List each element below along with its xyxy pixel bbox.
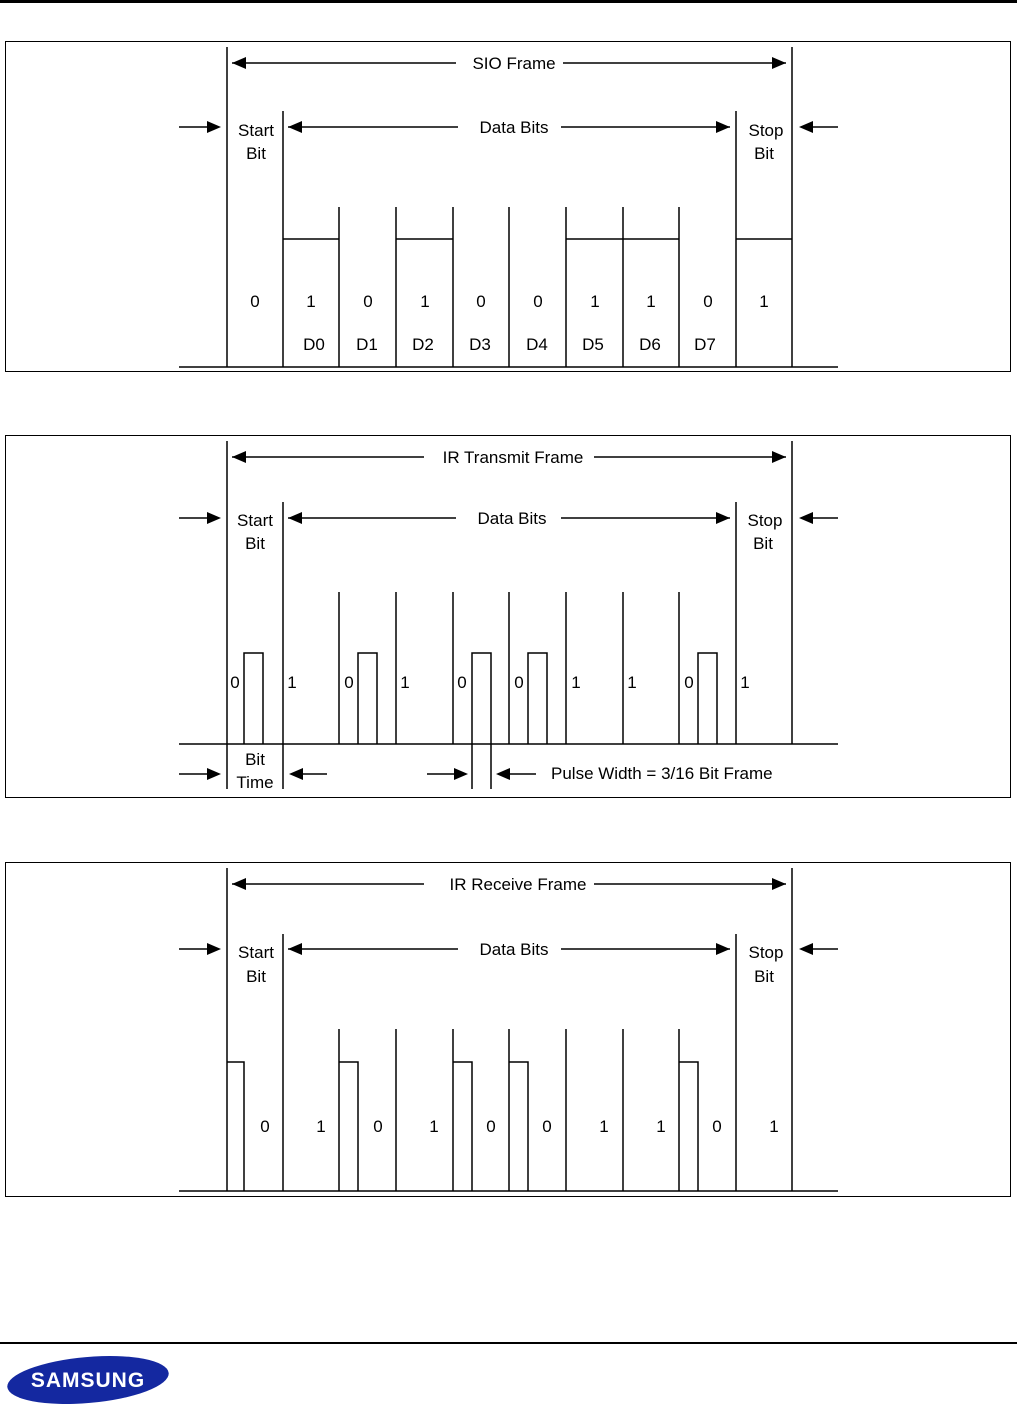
pulse-width-label: Pulse Width = 3/16 Bit Frame bbox=[551, 764, 773, 783]
ir-receive-data-bits-label: Data Bits bbox=[479, 940, 549, 959]
ir-transmit-frame-title: IR Transmit Frame bbox=[442, 448, 584, 467]
sio-bit-value: 1 bbox=[759, 292, 769, 311]
sio-data-bits-label: Data Bits bbox=[479, 118, 549, 137]
ir-transmit-bit-values bbox=[230, 673, 749, 692]
sio-frame-diagram bbox=[6, 42, 1012, 373]
bit-time-label-2: Time bbox=[236, 773, 274, 792]
footer-rule bbox=[0, 1342, 1017, 1344]
ir-transmit-bit-value: 0 bbox=[684, 673, 694, 692]
ir-receive-bit-value: 1 bbox=[769, 1117, 779, 1136]
ir-receive-bit-value: 0 bbox=[260, 1117, 270, 1136]
ir-receive-start-label-2: Bit bbox=[246, 967, 266, 986]
sio-start-label-2: Bit bbox=[246, 144, 266, 163]
sio-bit-value: 0 bbox=[476, 292, 486, 311]
ir-transmit-stop-label-2: Bit bbox=[753, 534, 773, 553]
ir-transmit-bit-value: 1 bbox=[400, 673, 410, 692]
ir-transmit-stop-label-1: Stop bbox=[747, 511, 783, 530]
ir-receive-stop-label-2: Bit bbox=[754, 967, 774, 986]
ir-receive-bit-value: 0 bbox=[486, 1117, 496, 1136]
ir-receive-bit-value: 1 bbox=[316, 1117, 326, 1136]
ir-transmit-start-label-2: Bit bbox=[245, 534, 265, 553]
ir-transmit-bit-value: 0 bbox=[344, 673, 354, 692]
ir-transmit-bit-value: 0 bbox=[514, 673, 524, 692]
ir-transmit-bit-value: 1 bbox=[571, 673, 581, 692]
sio-bit-value: 1 bbox=[590, 292, 600, 311]
ir-receive-bit-value: 1 bbox=[656, 1117, 666, 1136]
samsung-logo bbox=[6, 1355, 170, 1405]
ir-transmit-bit-value: 0 bbox=[230, 673, 240, 692]
ir-transmit-bit-value: 0 bbox=[457, 673, 467, 692]
bit-time-label-1: Bit bbox=[245, 750, 265, 769]
header-rule bbox=[0, 0, 1017, 3]
sio-stop-label-1: Stop bbox=[748, 121, 784, 140]
sio-bit-name: D2 bbox=[412, 335, 434, 354]
sio-bit-name: D3 bbox=[469, 335, 491, 354]
sio-bit-value: 0 bbox=[363, 292, 373, 311]
ir-receive-bit-value: 0 bbox=[712, 1117, 722, 1136]
ir-transmit-bit-value: 1 bbox=[287, 673, 297, 692]
sio-bit-value: 1 bbox=[646, 292, 656, 311]
ir-receive-bit-value: 1 bbox=[429, 1117, 439, 1136]
sio-bit-value: 0 bbox=[250, 292, 260, 311]
sio-bit-value: 0 bbox=[703, 292, 713, 311]
ir-transmit-bit-value: 1 bbox=[627, 673, 637, 692]
sio-bit-name: D1 bbox=[356, 335, 378, 354]
sio-frame-title: SIO Frame bbox=[472, 54, 556, 73]
sio-bit-name: D5 bbox=[582, 335, 604, 354]
ir-transmit-start-label-1: Start bbox=[237, 511, 273, 530]
ir-transmit-frame-panel bbox=[5, 435, 1011, 798]
sio-bit-name: D7 bbox=[694, 335, 716, 354]
ir-receive-frame-panel bbox=[5, 862, 1011, 1197]
ir-receive-bit-value: 1 bbox=[599, 1117, 609, 1136]
sio-bit-name: D6 bbox=[639, 335, 661, 354]
ir-transmit-bit-value: 1 bbox=[740, 673, 750, 692]
sio-frame-panel bbox=[5, 41, 1011, 372]
ir-transmit-frame-diagram bbox=[6, 436, 1012, 799]
ir-transmit-data-bits-label: Data Bits bbox=[477, 509, 547, 528]
ir-receive-bit-value: 0 bbox=[542, 1117, 552, 1136]
ir-receive-stop-label-1: Stop bbox=[748, 943, 784, 962]
sio-bit-value: 1 bbox=[420, 292, 430, 311]
sio-bit-name: D4 bbox=[526, 335, 548, 354]
samsung-logo-text: SAMSUNG bbox=[30, 1369, 146, 1392]
sio-bit-value: 1 bbox=[306, 292, 316, 311]
ir-receive-frame-title: IR Receive Frame bbox=[449, 875, 587, 894]
sio-start-label-1: Start bbox=[238, 121, 274, 140]
ir-receive-start-label-1: Start bbox=[238, 943, 274, 962]
sio-bit-name: D0 bbox=[303, 335, 325, 354]
ir-receive-bit-value: 0 bbox=[373, 1117, 383, 1136]
sio-stop-label-2: Bit bbox=[754, 144, 774, 163]
ir-receive-bit-values bbox=[260, 1117, 778, 1136]
ir-receive-frame-diagram bbox=[6, 863, 1012, 1198]
sio-bit-value: 0 bbox=[533, 292, 543, 311]
